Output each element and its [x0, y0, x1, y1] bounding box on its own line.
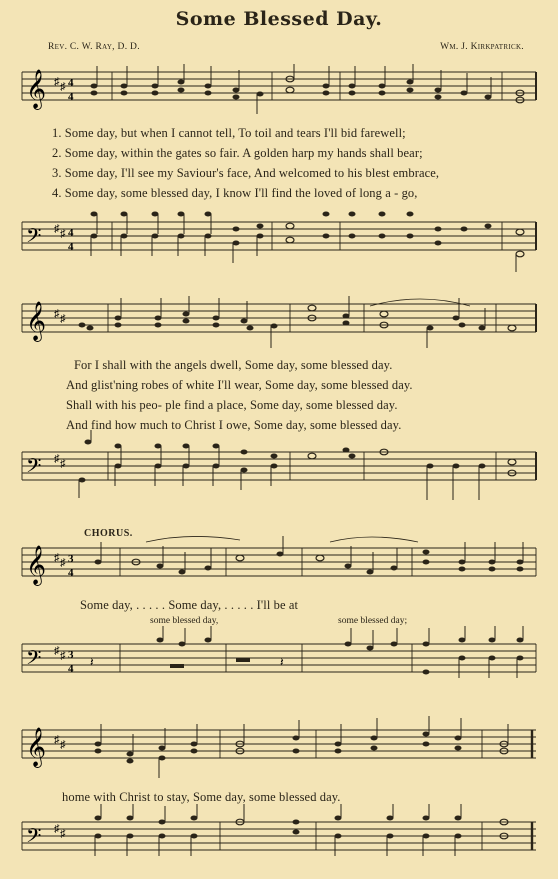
verse-4-line-2: And find how much to Christ I owe, Some day, some blessed day. [66, 418, 402, 432]
svg-text:𝄢: 𝄢 [26, 224, 42, 252]
svg-text:♯: ♯ [60, 458, 66, 470]
svg-text:♯: ♯ [60, 650, 66, 662]
svg-text:♯: ♯ [60, 81, 66, 93]
svg-text:𝄞: 𝄞 [26, 545, 47, 585]
svg-text:𝄢: 𝄢 [26, 454, 42, 482]
verse-3-line-2: Shall with his peo- ple find a place, Some day, some blessed day. [66, 398, 398, 412]
svg-text:4: 4 [68, 91, 74, 103]
svg-text:♯: ♯ [54, 453, 60, 465]
verse-2-line-2: And glist'ning robes of white I'll wear, Some day, some blessed day. [66, 378, 413, 392]
svg-text:♯: ♯ [60, 828, 66, 840]
verse-4-line-1: 4. Some day, some blessed day, I know I'll find the loved of long a - go, [52, 186, 418, 200]
system-4-treble-staff [0, 708, 558, 788]
svg-text:♯: ♯ [60, 228, 66, 240]
composer-credit: Wm. J. Kirkpatrick. [440, 42, 524, 52]
lyricist-credit: Rev. C. W. Ray, D. D. [48, 42, 140, 52]
verse-2-line-1: 2. Some day, within the gates so fair. A golden harp my hands shall bear; [52, 146, 423, 160]
system-2-bass-staff [0, 430, 558, 510]
svg-text:♯: ♯ [60, 557, 66, 569]
svg-text:4: 4 [68, 77, 74, 89]
system-1-treble-staff [0, 64, 558, 124]
svg-text:♯: ♯ [54, 552, 60, 564]
chorus-echo-left: some blessed day, [150, 616, 219, 626]
svg-text:4: 4 [68, 227, 74, 239]
svg-text:𝄽: 𝄽 [90, 655, 94, 669]
svg-text:𝄞: 𝄞 [26, 301, 47, 341]
svg-text:𝄞: 𝄞 [26, 727, 47, 767]
chorus-lyric-line-2: home with Christ to stay, Some day, some blessed day. [62, 790, 341, 804]
svg-text:♯: ♯ [54, 76, 60, 88]
verse-1-line-2: For I shall with the angels dwell, Some day, some blessed day. [74, 358, 393, 372]
system-3-bass-staff [0, 626, 558, 694]
system-4-bass-staff [0, 804, 558, 876]
system-1-bass-staff [0, 204, 558, 276]
svg-text:♯: ♯ [54, 308, 60, 320]
chorus-label: CHORUS. [84, 528, 133, 539]
song-title: Some Blessed Day. [175, 8, 383, 30]
svg-text:𝄽: 𝄽 [280, 655, 284, 669]
verse-3-line-1: 3. Some day, I'll see my Saviour's face, And welcomed to his blest embrace, [52, 166, 440, 180]
svg-text:𝄢: 𝄢 [26, 646, 42, 674]
svg-text:3: 3 [68, 649, 74, 661]
chorus-lyric-line-1: Some day, . . . . . Some day, . . . . . I'll be at [80, 598, 299, 612]
svg-text:4: 4 [68, 567, 74, 579]
svg-text:𝄞: 𝄞 [26, 69, 47, 109]
svg-text:4: 4 [68, 241, 74, 253]
svg-text:𝄢: 𝄢 [26, 824, 42, 852]
svg-text:♯: ♯ [60, 739, 66, 751]
svg-text:♯: ♯ [54, 645, 60, 657]
svg-text:♯: ♯ [54, 734, 60, 746]
svg-text:♯: ♯ [54, 223, 60, 235]
system-3-treble-staff [0, 528, 558, 596]
system-2-treble-staff [0, 286, 558, 356]
svg-text:4: 4 [68, 663, 74, 675]
svg-text:♯: ♯ [60, 313, 66, 325]
svg-text:3: 3 [68, 553, 74, 565]
verse-1-line-1: 1. Some day, but when I cannot tell, To toil and tears I'll bid farewell; [52, 126, 406, 140]
svg-text:♯: ♯ [54, 823, 60, 835]
chorus-echo-right: some blessed day; [338, 616, 408, 626]
